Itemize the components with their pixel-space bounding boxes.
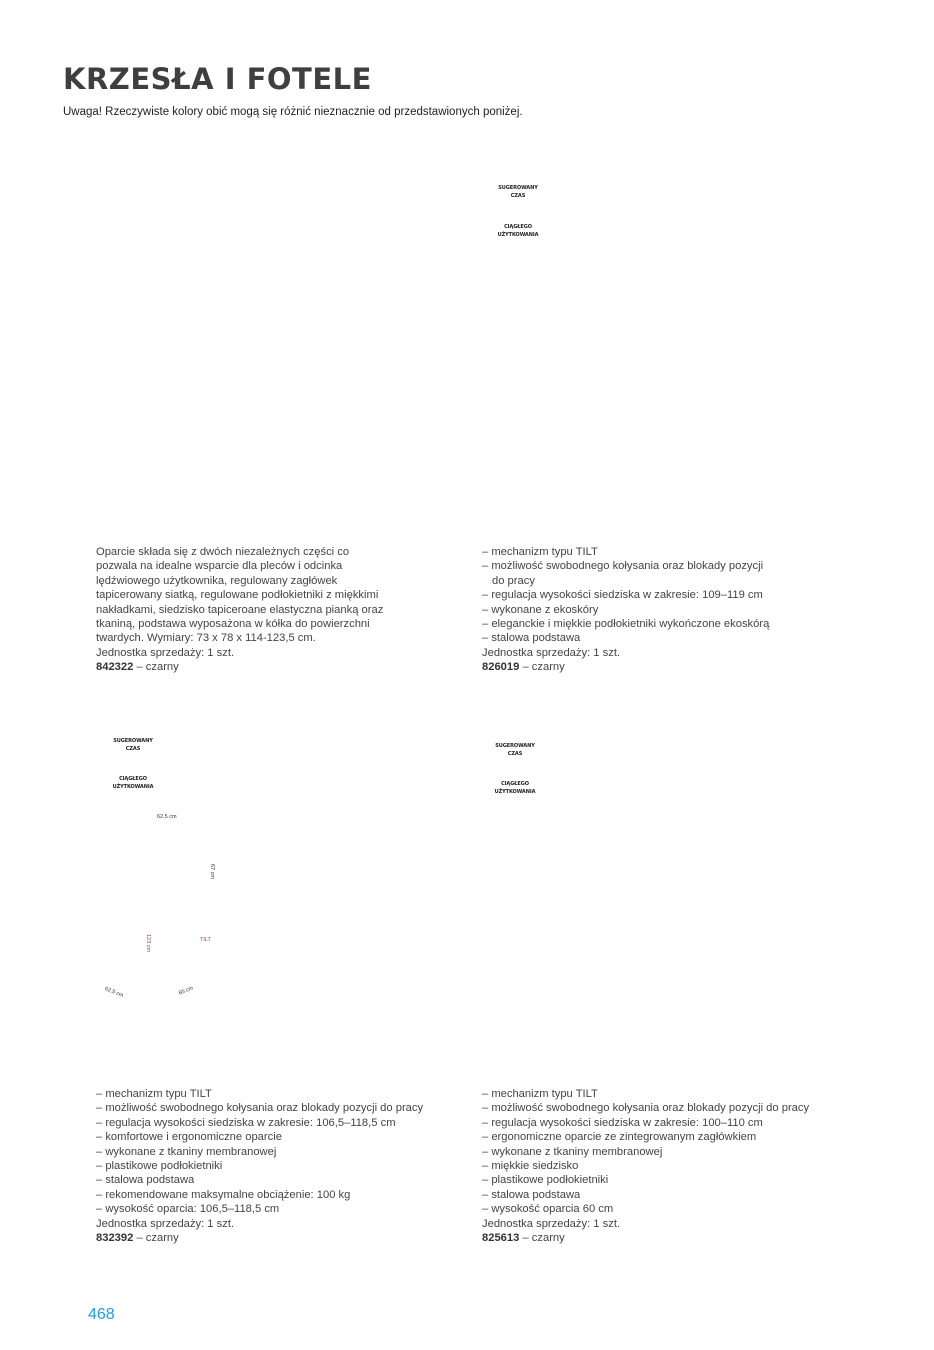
description-line: – wykonane z ekoskóry (482, 603, 599, 616)
description-line: – plastikowe podłokietniki (96, 1160, 223, 1173)
description-line: Jednostka sprzedaży: 1 szt. (482, 1217, 621, 1230)
description-line: – możliwość swobodnego kołysania oraz blokady pozycji (482, 560, 764, 573)
product-color: – czarny (133, 661, 179, 674)
page-title: KRZESŁA I FOTELE (63, 62, 372, 96)
dimension-top-width: 62,5 cm (157, 814, 177, 820)
description-line: – mechanizm typu TILT (482, 546, 598, 558)
badge-text: SUGEROWANY (495, 743, 535, 749)
usage-time-badge (478, 184, 558, 239)
product-code-number: 826019 (482, 661, 520, 674)
page-number: 468 (88, 1306, 115, 1323)
product-code-number: 842322 (96, 661, 134, 674)
description-line: twardych. Wymiary: 73 x 78 x 114-123,5 cm. (96, 632, 316, 645)
product-code-number: 825613 (482, 1232, 520, 1245)
description-line: Jednostka sprzedaży: 1 szt. (482, 646, 621, 659)
product-color: – czarny (133, 1232, 179, 1245)
description-line: – stalowa podstawa (482, 632, 581, 645)
product-color: – czarny (519, 1232, 565, 1245)
product-code-number: 832392 (96, 1232, 134, 1245)
description-line: – regulacja wysokości siedziska w zakresie: 106,5–118,5 cm (96, 1116, 396, 1129)
description-line: tapicerowany siatką, regulowane podłokietniki z miękkimi (96, 589, 379, 602)
description-line: – możliwość swobodnego kołysania oraz blokady pozycji do pracy (482, 1102, 810, 1115)
description-line: – mechanizm typu TILT (96, 1088, 212, 1100)
description-line: – wykonane z tkaniny membranowej (482, 1145, 663, 1158)
dimension-back-height: 67 cm (209, 864, 215, 879)
badge-text: SUGEROWANY (113, 738, 153, 744)
product-description (96, 1087, 456, 1245)
description-line: – wysokość oparcia 60 cm (482, 1203, 614, 1216)
badge-text: UŻYTKOWANIA (497, 232, 539, 238)
product-code (482, 660, 842, 674)
product-code (96, 1231, 456, 1245)
description-line: – eleganckie i miękkie podłokietniki wykończone ekoskórą (482, 618, 770, 631)
dimension-base-width: 65 cm (178, 985, 195, 997)
description-line: Oparcie składa się z dwóch niezależnych części co (96, 546, 350, 558)
description-line: – wykonane z tkaniny membranowej (96, 1145, 277, 1158)
description-line: – stalowa podstawa (482, 1188, 581, 1201)
badge-text: CIĄGŁEGO (504, 224, 532, 230)
badge-text: SUGEROWANY (498, 185, 538, 191)
description-line: do pracy (492, 574, 535, 587)
description-line: nakładkami, siedzisko tapiceroane elastyczna pianką oraz (96, 603, 384, 616)
description-line: tkaniną, podstawa wyposażona w kółka do powierzchni (96, 618, 370, 631)
product-color: – czarny (519, 661, 565, 674)
dimension-base-depth: 62,5 cm (103, 986, 125, 999)
description-line: – plastikowe podłokietniki (482, 1174, 609, 1187)
description-line: Jednostka sprzedaży: 1 szt. (96, 1217, 235, 1230)
usage-time-badge (475, 742, 555, 796)
product-description (482, 545, 842, 675)
badge-text: CZAS (125, 746, 141, 752)
tilt-label: TILT (200, 937, 211, 943)
badge-text: CZAS (507, 751, 523, 757)
description-line: – rekomendowane maksymalne obciążenie: 100 kg (96, 1188, 351, 1201)
product-code (96, 660, 456, 674)
badge-text: UŻYTKOWANIA (494, 789, 536, 795)
description-line: – mechanizm typu TILT (482, 1088, 598, 1100)
badge-text: CIĄGŁEGO (501, 781, 529, 787)
description-line: – miękkie siedzisko (482, 1160, 579, 1173)
badge-text: UŻYTKOWANIA (112, 784, 154, 790)
description-line: Jednostka sprzedaży: 1 szt. (96, 646, 235, 659)
description-line: – stalowa podstawa (96, 1174, 195, 1187)
description-line: – regulacja wysokości siedziska w zakresie: 109–119 cm (482, 589, 763, 602)
product-description (482, 1087, 842, 1245)
product-code (482, 1231, 842, 1245)
badge-text: CIĄGŁEGO (119, 776, 147, 782)
usage-time-badge (93, 737, 173, 791)
description-line: – możliwość swobodnego kołysania oraz blokady pozycji do pracy (96, 1102, 424, 1115)
description-line: – komfortowe i ergonomiczne oparcie (96, 1131, 282, 1144)
product-description (96, 545, 456, 675)
description-line: pozwala na idealne wsparcie dla pleców i odcinka (96, 560, 343, 573)
color-disclaimer: Uwaga! Rzeczywiste kolory obić mogą się różnić nieznacznie od przedstawionych poniżej. (63, 106, 523, 118)
description-line: – ergonomiczne oparcie ze zintegrowanym zagłówkiem (482, 1131, 757, 1144)
dimension-total-height: 123 cm (145, 934, 151, 953)
description-line: – regulacja wysokości siedziska w zakresie: 100–110 cm (482, 1116, 763, 1129)
description-line: – wysokość oparcia: 106,5–118,5 cm (96, 1203, 280, 1216)
description-line: lędźwiowego użytkownika, regulowany zagłówek (96, 574, 338, 587)
badge-text: CZAS (510, 193, 526, 199)
